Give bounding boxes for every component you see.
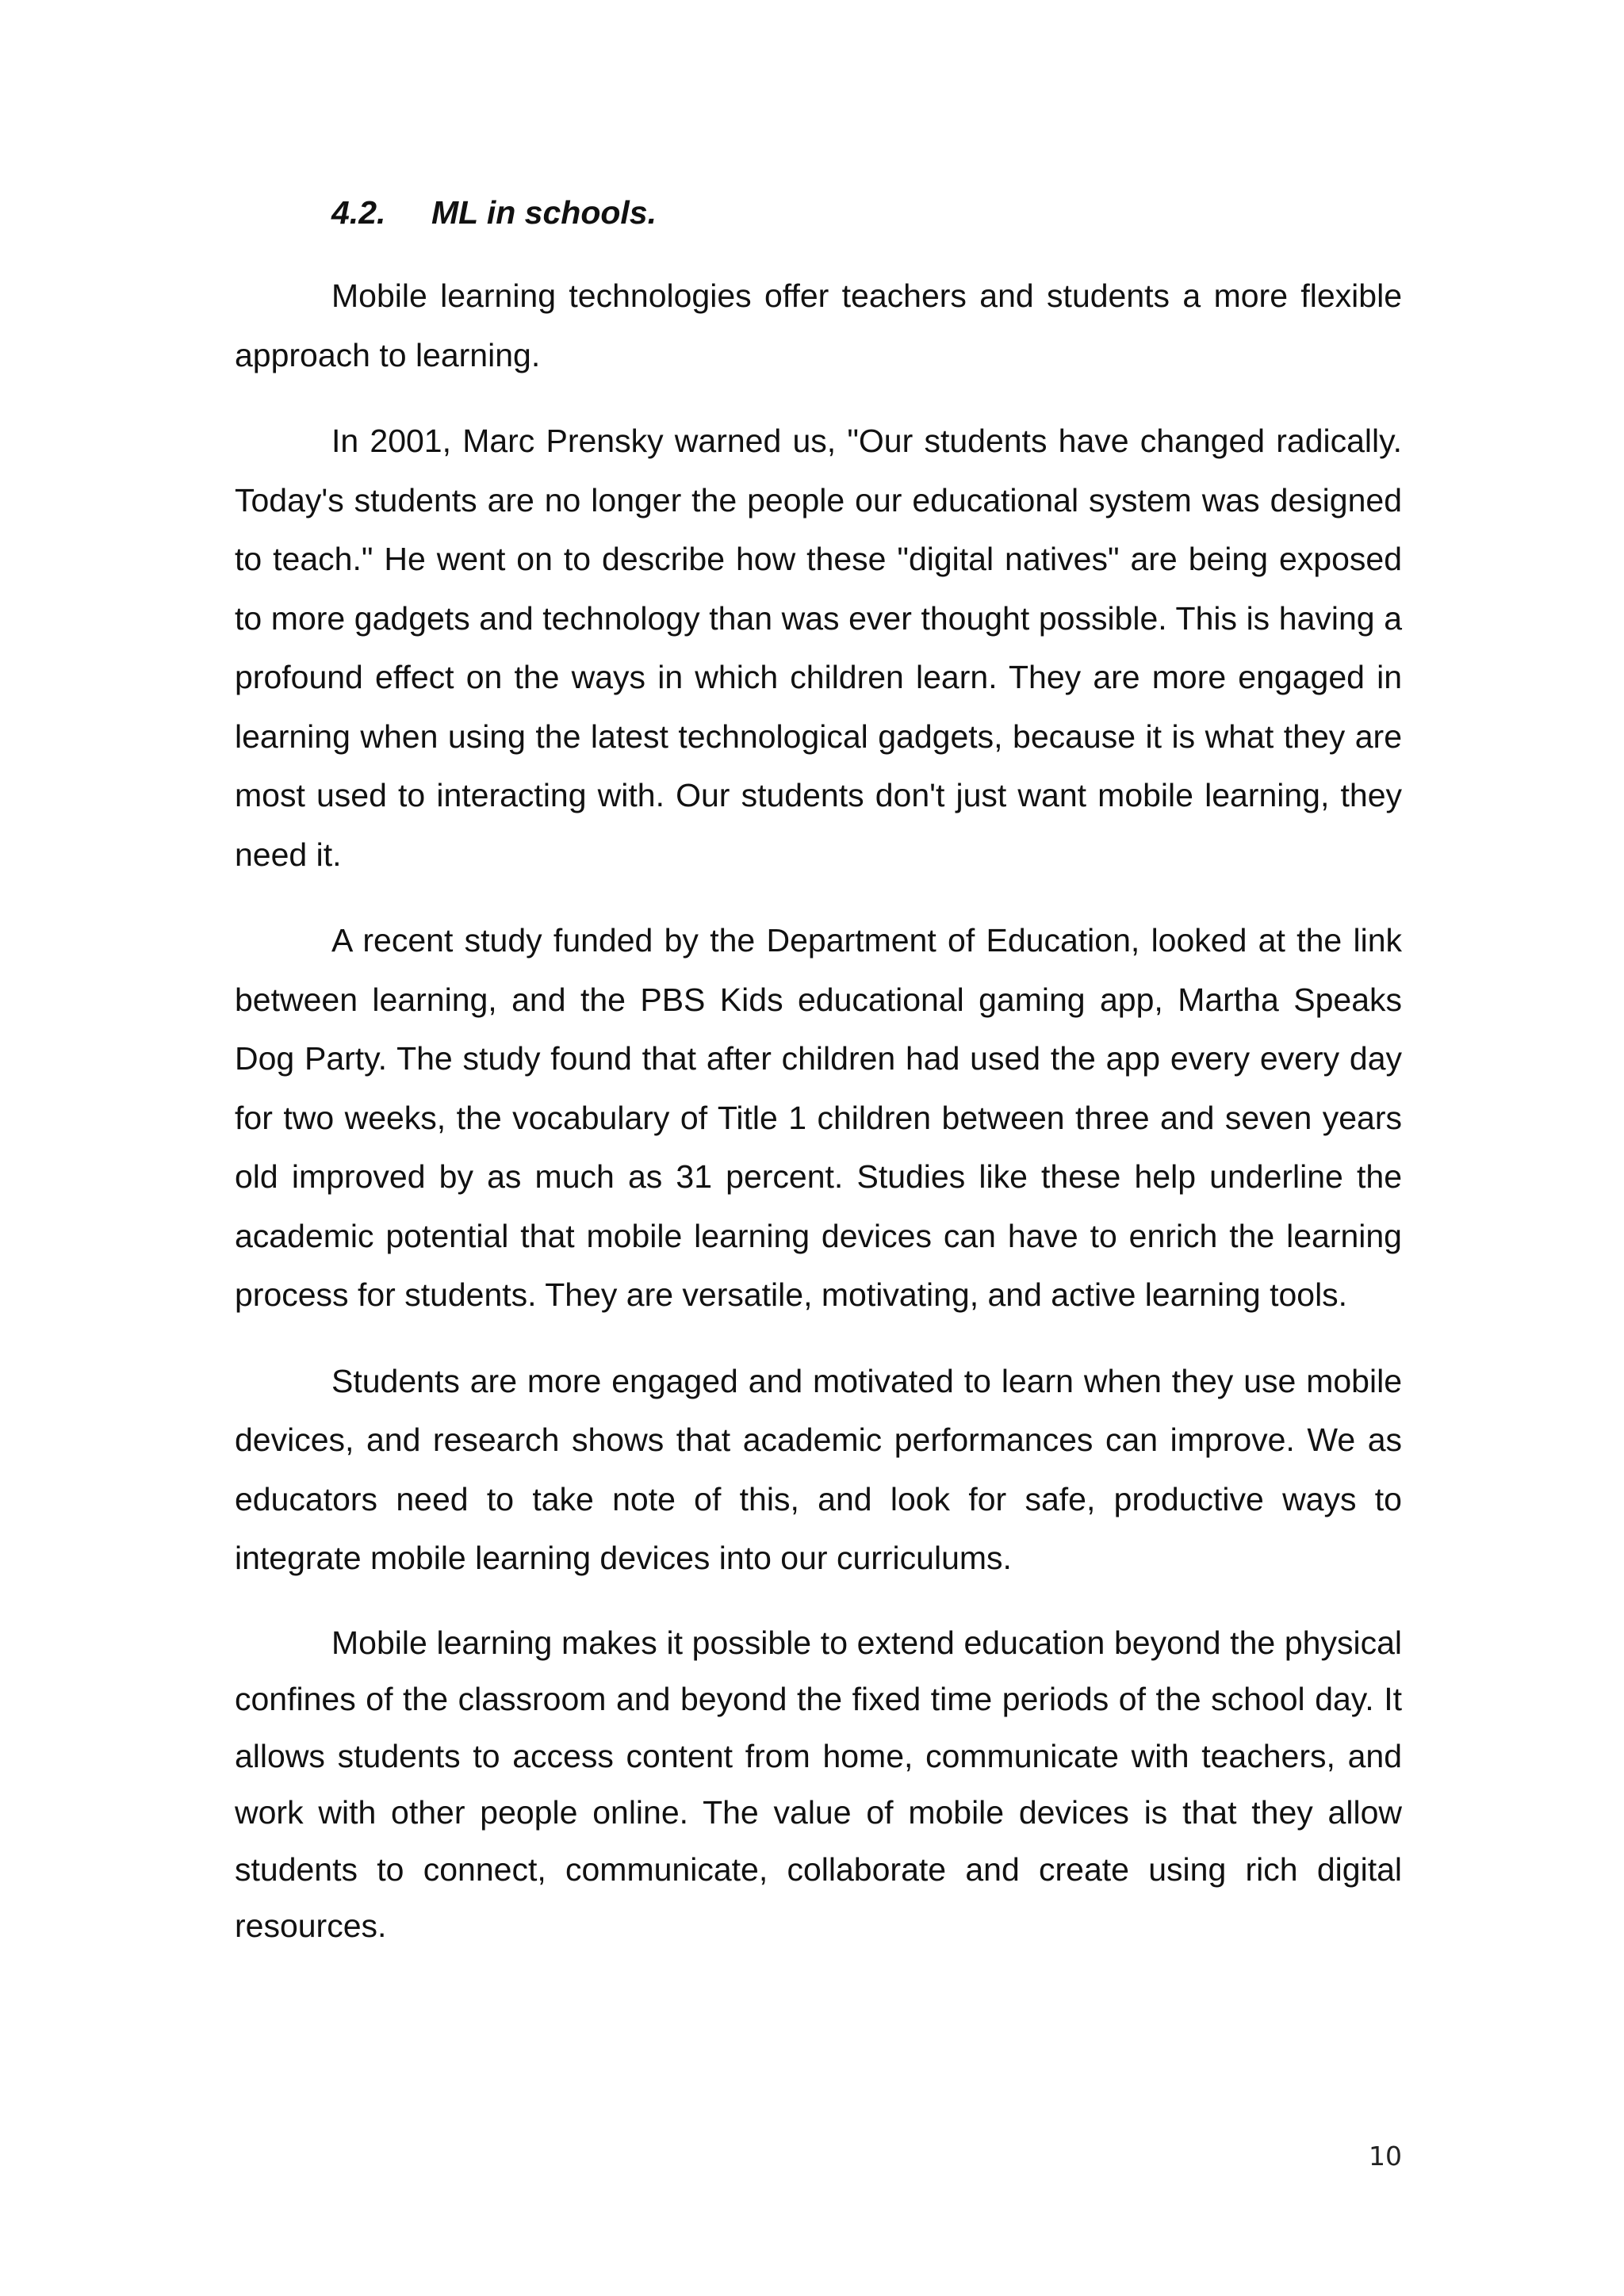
section-title: ML in schools.	[431, 194, 657, 231]
paragraph-prensky: In 2001, Marc Prensky warned us, "Our students have changed radically. Today's students are no longer the people our educational system was designed to teach." He went on to describe how these "digital natives" are being exposed to more gadgets and technology than was ever thought possible. This is having a profound effect on the ways in which children learn. They are more engaged in learning when using the latest technological gadgets, because it is what they are most used to interacting with. Our students don't just want mobile learning, they need it.	[235, 423, 1402, 873]
paragraph-intro: Mobile learning technologies offer teachers and students a more flexible approach to learning.	[235, 277, 1402, 373]
page-number: 10	[1369, 2141, 1402, 2172]
paragraph-beyond-classroom: Mobile learning makes it possible to extend education beyond the physical confines of the classroom and beyond the fixed time periods of the school day. It allows students to access content from home, communicate with teachers, and work with other people online. The value of mobile devices is that they allow students to connect, communicate, collaborate and create using rich digital resources.	[235, 1624, 1402, 1944]
paragraph-engagement: Students are more engaged and motivated to learn when they use mobile devices, and research shows that academic performances can improve. We as educators need to take note of this, and look for safe, productive ways to integrate mobile learning devices into our curriculums.	[235, 1362, 1402, 1576]
section-heading	[331, 190, 657, 235]
paragraph-study: A recent study funded by the Department of Education, looked at the link between learning, and the PBS Kids educational gaming app, Martha Speaks Dog Party. The study found that after children had used the app every every day for two weeks, the vocabulary of Title 1 children between three and seven years old improved by as much as 31 percent. Studies like these help underline the academic potential that mobile learning devices can have to enrich the learning process for students. They are versatile, motivating, and active learning tools.	[235, 922, 1402, 1313]
section-number: 4.2.	[331, 194, 386, 231]
body-text	[235, 266, 1402, 1982]
